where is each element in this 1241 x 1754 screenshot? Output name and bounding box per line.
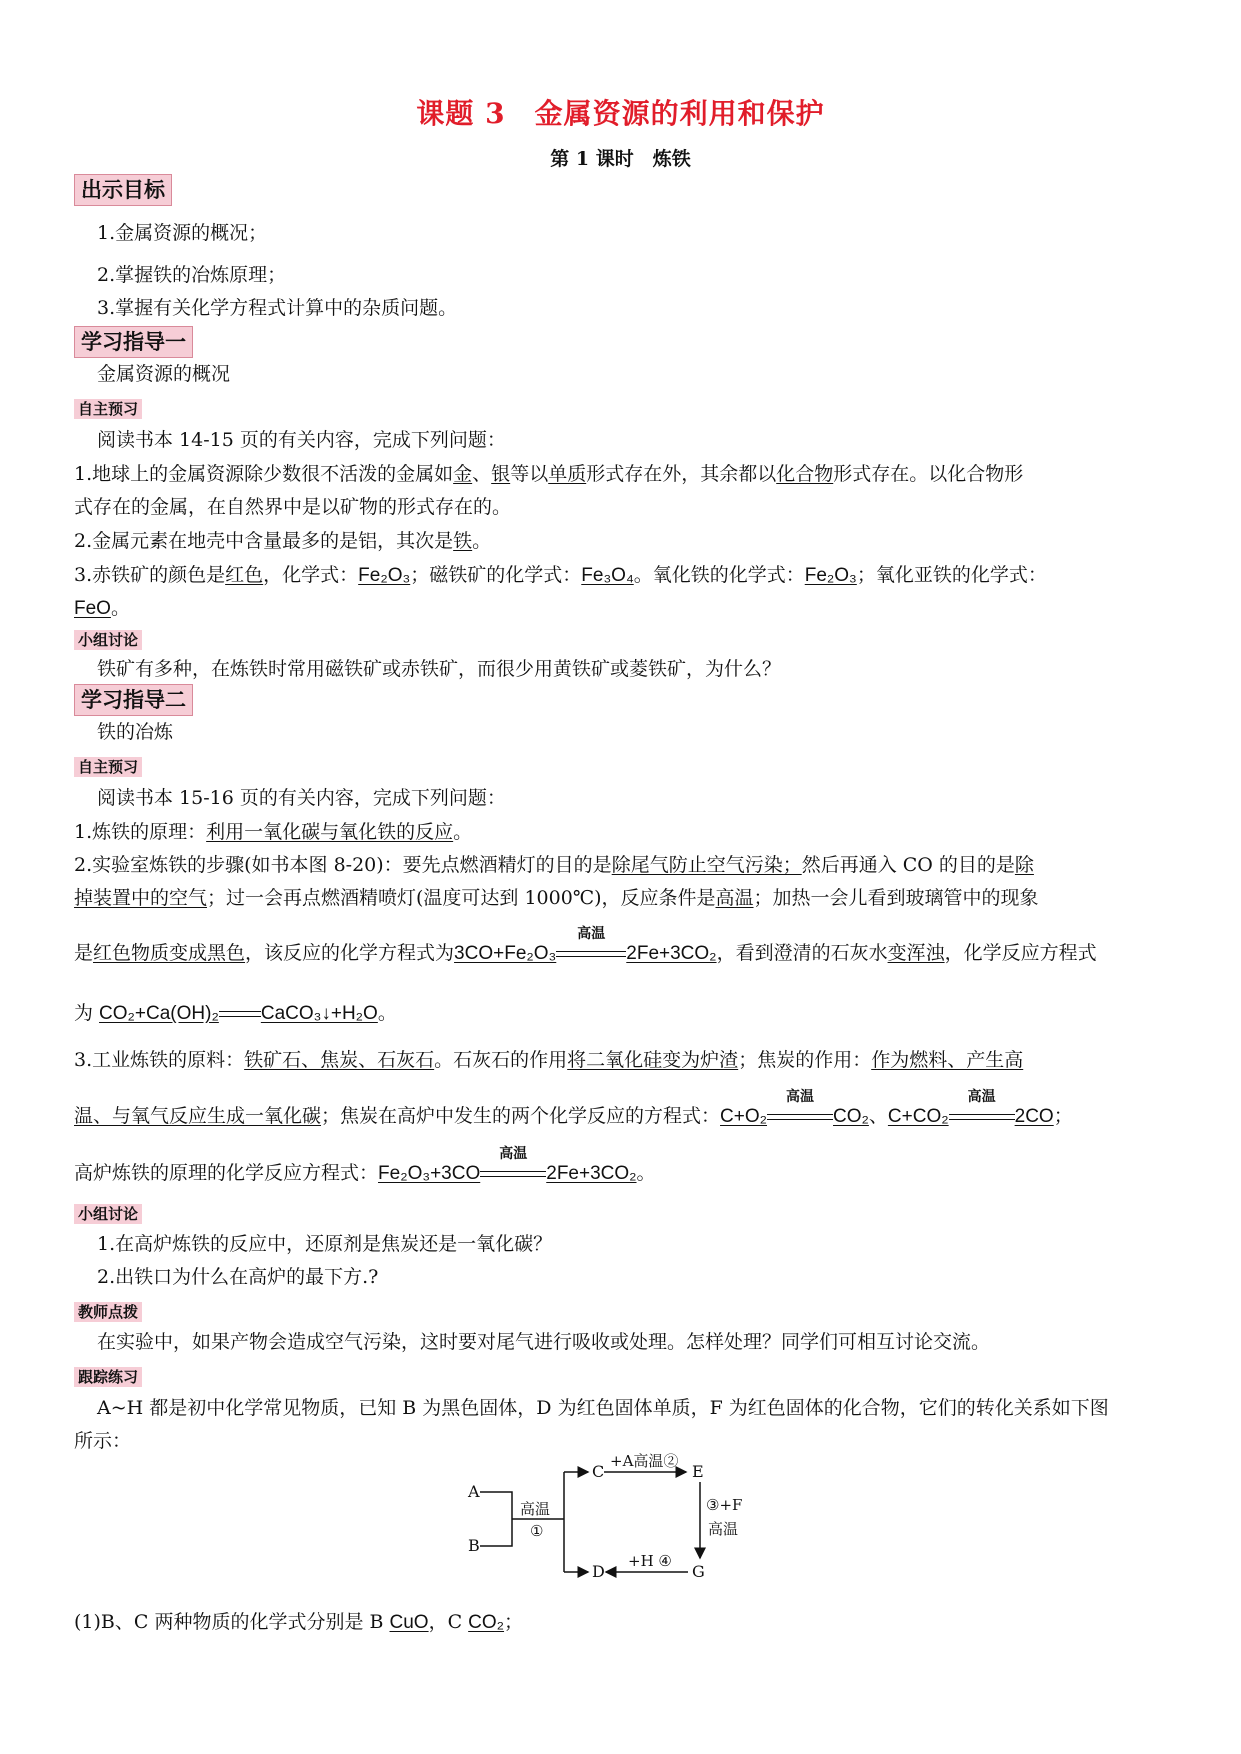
cond-4: +H ④ — [628, 1552, 672, 1570]
g2-q4: 高炉炼铁的原理的化学反应方程式：Fe₂O₃+3CO 高温 2Fe+3CO₂。 — [74, 1146, 656, 1184]
g1-q1-line1: 1.地球上的金属资源除少数很不活泼的金属如金、银等以单质形式存在外，其余都以化合物形式存在。以化合物形 — [74, 463, 1024, 485]
g2-q2-line4: 为 CO₂+Ca(OH)₂ CaCO₃↓+H₂O。 — [74, 1002, 397, 1024]
answer-1: (1)B、C 两种物质的化学式分别是 B CuO，C CO₂； — [74, 1611, 524, 1633]
guide2-topic: 铁的冶炼 — [97, 721, 174, 743]
cond-1-top: 高温 — [520, 1500, 551, 1518]
section-guide-2: 学习指导二 — [74, 684, 193, 716]
goal-3: 3.掌握有关化学方程式计算中的杂质问题。 — [97, 297, 458, 319]
node-g: G — [692, 1562, 705, 1581]
g2-q3-line1: 3.工业炼铁的原料：铁矿石、焦炭、石灰石。石灰石的作用将二氧化硅变为炉渣；焦炭的作用：作为燃料、产生高 — [74, 1049, 1024, 1071]
eq4-left: C+CO₂ — [887, 1106, 949, 1127]
cond-3-top: ③+F — [706, 1496, 743, 1514]
g2-q2-line2: 掉装置中的空气；过一会再点燃酒精喷灯(温度可达到 1000℃)，反应条件是高温；加热一会儿看到玻璃管中的现象 — [74, 887, 1039, 909]
node-b: B — [468, 1536, 480, 1555]
g2-q2-line3: 是红色物质变成黑色，该反应的化学方程式为3CO+Fe₂O₃ 高温 2Fe+3CO₂，看到澄清的石灰水变浑浊，化学反应方程式 — [74, 926, 1097, 964]
eq2-arrow — [219, 1002, 261, 1026]
g1-q2: 2.金属元素在地壳中含量最多的是铝，其次是铁。 — [74, 530, 492, 552]
goal-1: 1.金属资源的概况； — [97, 222, 268, 244]
practice-line1: A~H 都是初中化学常见物质，已知 B 为黑色固体，D 为红色固体单质，F 为红色固体的化合物，它们的转化关系如下图 — [97, 1397, 1109, 1419]
g2-q1: 1.炼铁的原理：利用一氧化碳与氧化铁的反应。 — [74, 821, 473, 843]
g2-intro: 阅读书本 15-16 页的有关内容，完成下列问题： — [97, 787, 506, 809]
page-subtitle: 第 1 课时 炼铁 — [550, 148, 691, 170]
g1-q3-line2: FeO。 — [74, 597, 130, 619]
node-a: A — [468, 1482, 480, 1501]
tag-discuss-2: 小组讨论 — [74, 1204, 142, 1224]
guide1-topic: 金属资源的概况 — [97, 363, 231, 385]
node-c: C — [592, 1462, 605, 1481]
page-title: 课题 3 金属资源的利用和保护 — [416, 97, 825, 130]
tag-discuss-1: 小组讨论 — [74, 630, 142, 650]
cond-3-bot: 高温 — [708, 1520, 739, 1538]
eq3-right: CO₂ — [833, 1106, 869, 1127]
eq2-left: CO₂+Ca(OH)₂ — [99, 1003, 219, 1024]
tag-preview-1: 自主预习 — [74, 399, 142, 419]
goal-2: 2.掌握铁的冶炼原理； — [97, 264, 287, 286]
eq3-left: C+O₂ — [720, 1106, 768, 1127]
g1-q1-line2: 式存在的金属，在自然界中是以矿物的形式存在的。 — [74, 496, 512, 518]
node-d: D — [592, 1562, 605, 1581]
eq1-left: 3CO+Fe₂O₃ — [454, 943, 557, 964]
g2-q2-line1: 2.实验室炼铁的步骤(如书本图 8-20)：要先点燃酒精灯的目的是除尾气防止空气污染；然后再通入 CO 的目的是除 — [74, 854, 1034, 876]
eq5-arrow: 高温 — [480, 1162, 546, 1186]
eq5-right: 2Fe+3CO₂ — [546, 1163, 637, 1184]
g1-intro: 阅读书本 14-15 页的有关内容，完成下列问题： — [97, 429, 506, 451]
practice-line2: 所示： — [74, 1430, 132, 1452]
tag-practice: 跟踪练习 — [74, 1367, 142, 1387]
teacher-text: 在实验中，如果产物会造成空气污染，这时要对尾气进行吸收或处理。怎样处理？同学们可相互讨论交流。 — [97, 1331, 991, 1353]
eq1-arrow: 高温 — [556, 942, 626, 966]
eq1-right: 2Fe+3CO₂ — [626, 943, 717, 964]
eq2-right: CaCO₃↓+H₂O — [260, 1003, 378, 1024]
transformation-diagram — [460, 1450, 760, 1600]
eq5-left: Fe₂O₃+3CO — [378, 1163, 481, 1184]
tag-preview-2: 自主预习 — [74, 757, 142, 777]
g2-discuss-1: 1.在高炉炼铁的反应中，还原剂是焦炭还是一氧化碳？ — [97, 1233, 553, 1255]
section-guide-1: 学习指导一 — [74, 326, 193, 358]
eq4-right: 2CO — [1014, 1106, 1054, 1127]
section-goals: 出示目标 — [74, 174, 172, 206]
cond-2: +A高温② — [610, 1452, 679, 1470]
tag-teacher: 教师点拨 — [74, 1302, 142, 1322]
eq3-arrow: 高温 — [767, 1105, 833, 1129]
g2-discuss-2: 2.出铁口为什么在高炉的最下方.? — [97, 1266, 379, 1288]
g1-q3-line1: 3.赤铁矿的颜色是红色，化学式：Fe₂O₃；磁铁矿的化学式：Fe₃O₄。氧化铁的化学式：Fe₂O₃；氧化亚铁的化学式： — [74, 564, 1047, 586]
node-e: E — [692, 1462, 704, 1481]
g1-discuss: 铁矿有多种，在炼铁时常用磁铁矿或赤铁矿，而很少用黄铁矿或菱铁矿，为什么？ — [97, 658, 782, 680]
g2-q3-line2: 温、与氧气反应生成一氧化碳；焦炭在高炉中发生的两个化学反应的方程式：C+O₂ 高温 CO₂、C+CO₂ 高温 2CO； — [74, 1089, 1073, 1127]
eq4-arrow: 高温 — [949, 1105, 1015, 1129]
cond-1-bot: ① — [530, 1522, 544, 1540]
